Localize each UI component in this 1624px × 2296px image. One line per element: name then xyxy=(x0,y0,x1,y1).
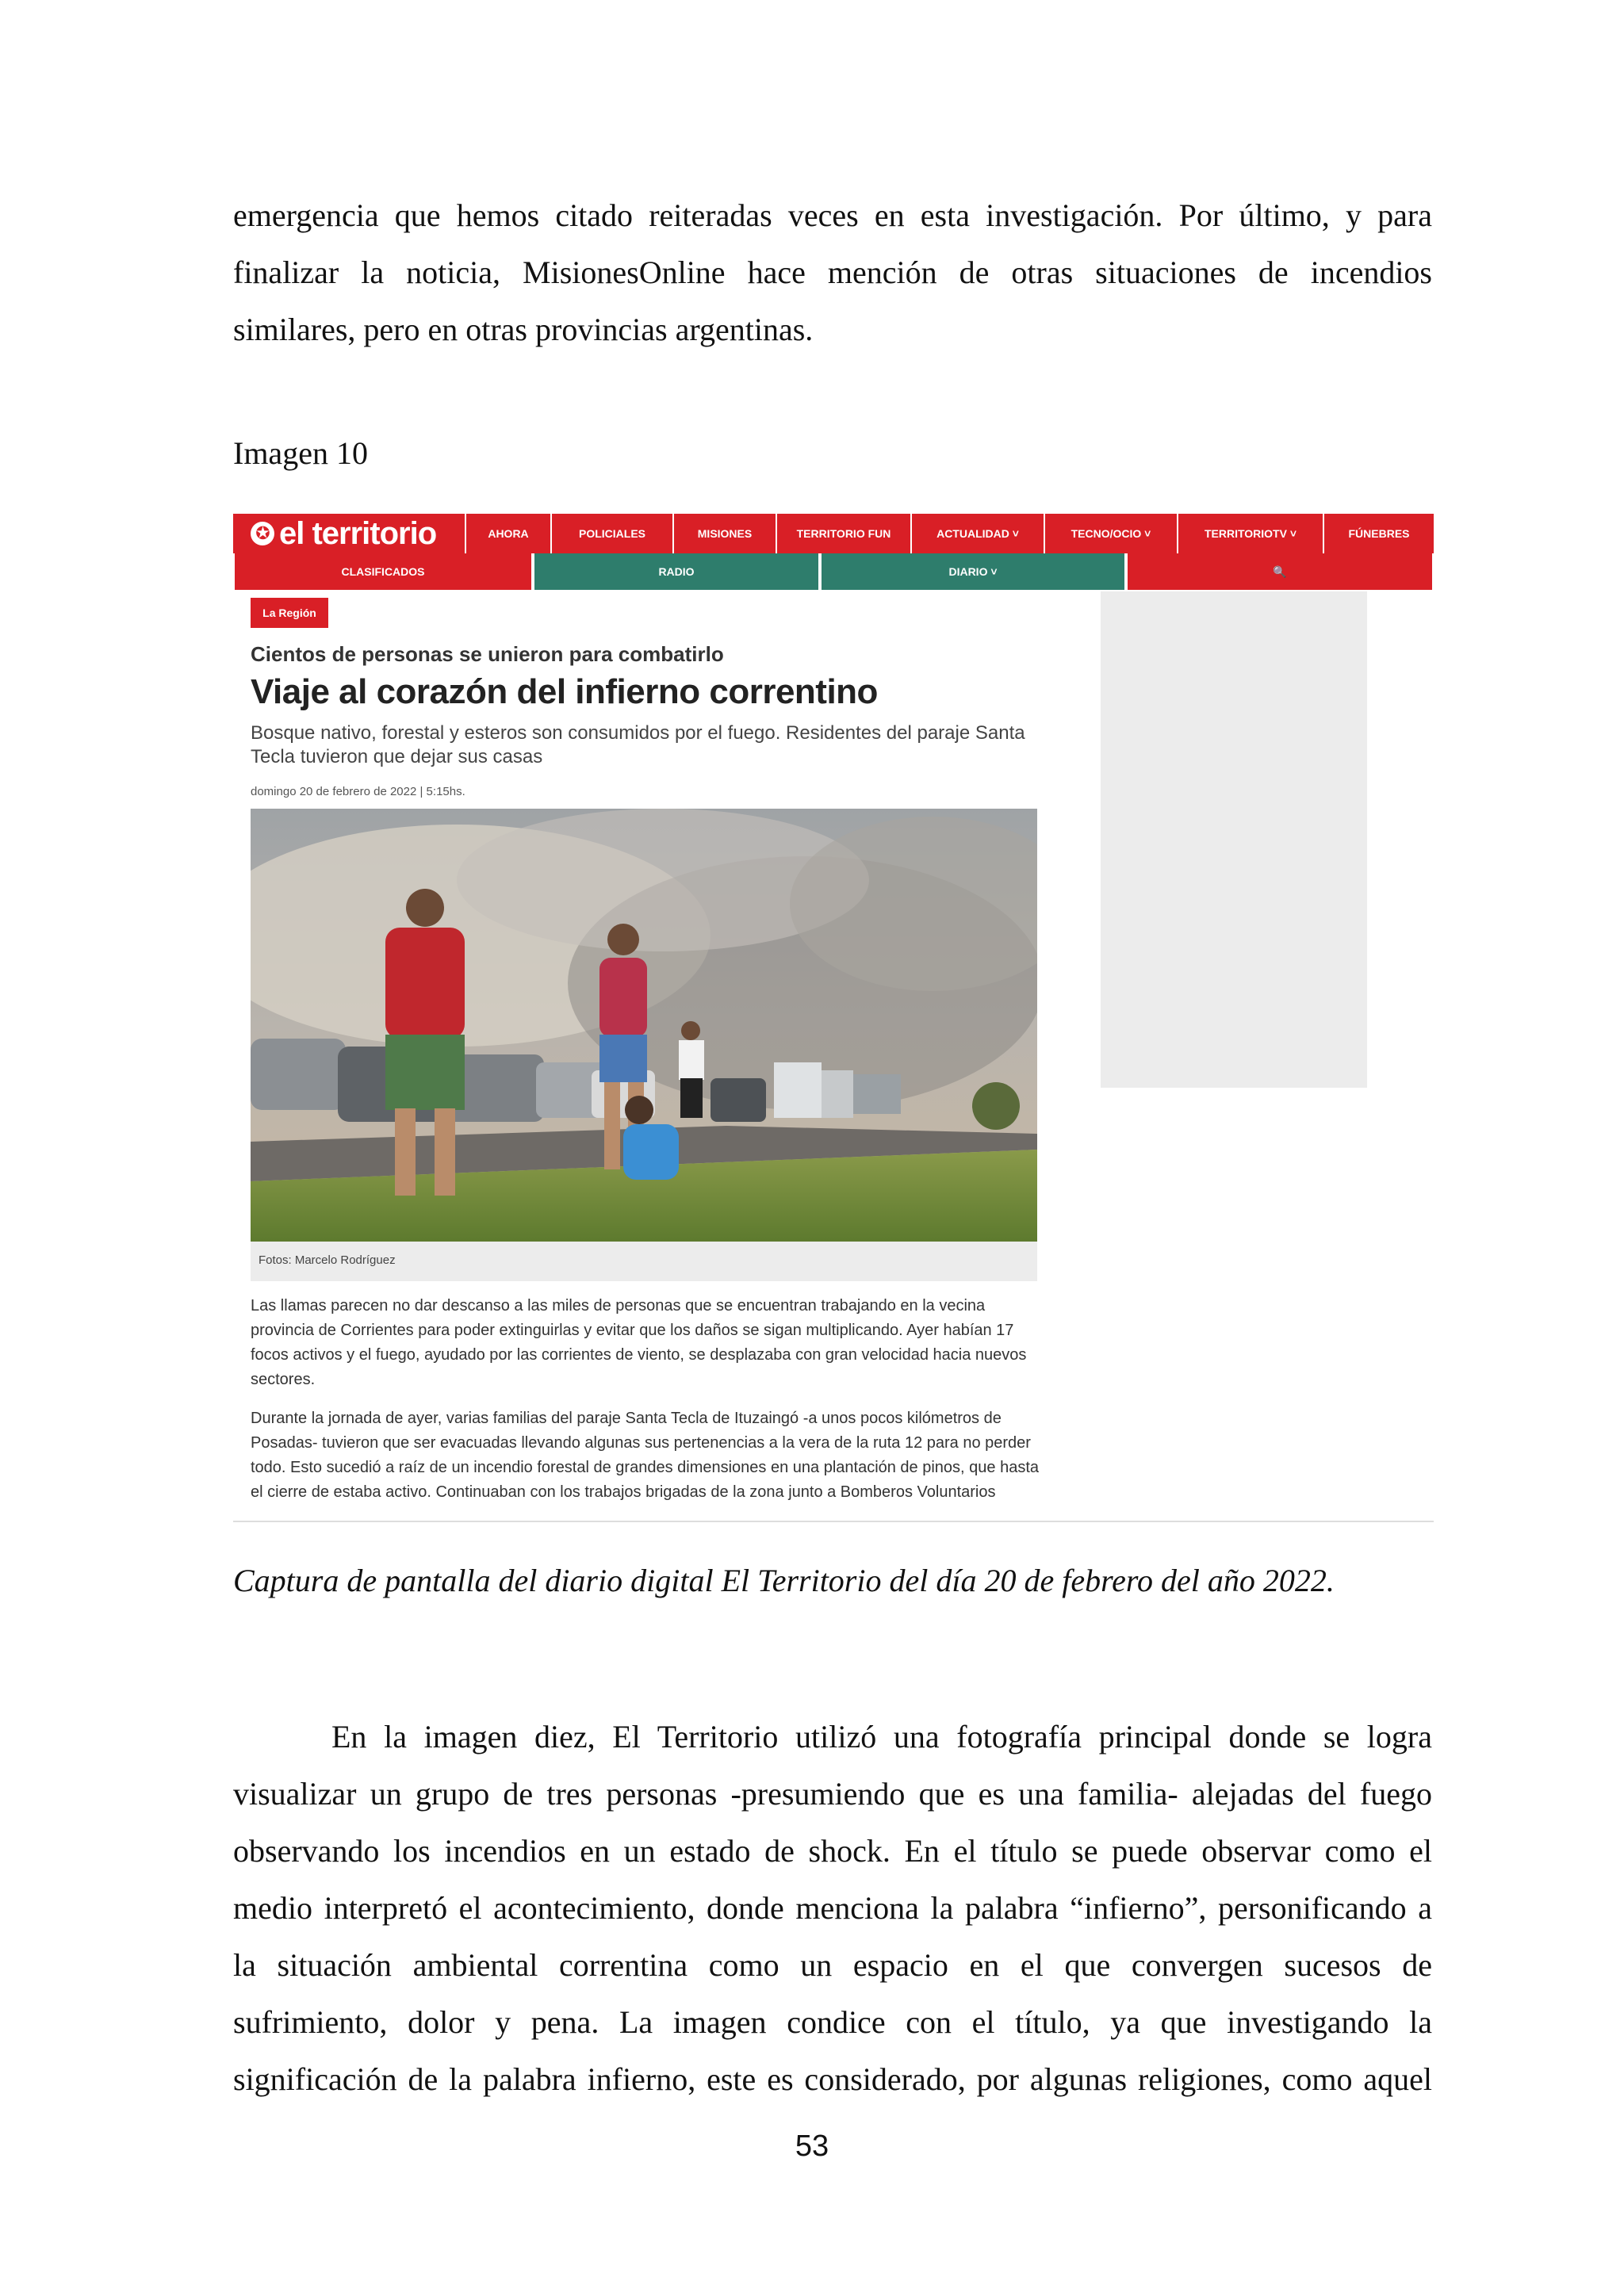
article-kicker: Cientos de personas se unieron para combatirlo xyxy=(251,642,724,666)
page-number: 53 xyxy=(795,2130,829,2163)
article-headline: Viaje al corazón del infierno correntino xyxy=(251,672,878,711)
nav-item-tecno-ocio[interactable]: TECNO/OCIO ˅ xyxy=(1044,514,1177,553)
paragraph-2 xyxy=(233,1709,1432,2108)
article-subhead: Bosque nativo, forestal y esteros son consumidos por el fuego. Residentes del paraje Santa Tecla tuvieron que dejar sus casas xyxy=(251,722,1025,767)
paragraph-1 xyxy=(233,187,1432,358)
paragraph-line: medio interpretó el acontecimiento, donde menciona la palabra “infierno”, personificando a xyxy=(233,1890,1432,1926)
search-icon[interactable]: 🔍 xyxy=(1126,553,1434,591)
site-logo[interactable] xyxy=(233,514,465,553)
paragraph-line: sufrimiento, dolor y pena. La imagen condice con el título, ya que investigando la xyxy=(233,2004,1432,2040)
globe-icon: ✪ xyxy=(251,522,274,545)
ad-placeholder xyxy=(1101,591,1367,1088)
nav-item-ahora[interactable]: AHORA xyxy=(465,514,550,553)
newspaper-screenshot xyxy=(233,514,1434,1522)
figure-caption: Captura de pantalla del diario digital El Territorio del día 20 de febrero del año 2022. xyxy=(233,1563,1335,1598)
paragraph-line: visualizar un grupo de tres personas -presumiendo que es una familia- alejadas del fuego xyxy=(233,1776,1432,1812)
nav-item-clasificados[interactable]: CLASIFICADOS xyxy=(233,553,533,591)
paragraph-line: En la imagen diez, El Territorio utilizó una fotografía principal donde se logra xyxy=(331,1719,1432,1755)
figure-label: Imagen 10 xyxy=(233,435,368,471)
section-tag[interactable]: La Región xyxy=(251,598,328,628)
primary-nav xyxy=(233,514,1434,553)
article-date: domingo 20 de febrero de 2022 | 5:15hs. xyxy=(251,785,465,798)
article-photo xyxy=(251,809,1037,1242)
nav-item-territorio-fun[interactable]: TERRITORIO FUN xyxy=(776,514,910,553)
logo-text: el territorio xyxy=(279,515,437,551)
paragraph-line: finalizar la noticia, MisionesOnline hace mención de otras situaciones de incendios xyxy=(233,254,1432,290)
nav-item-diario[interactable]: DIARIO ˅ xyxy=(820,553,1126,591)
nav-item-misiones[interactable]: MISIONES xyxy=(672,514,776,553)
nav-item-radio[interactable]: RADIO xyxy=(533,553,820,591)
nav-item-policiales[interactable]: POLICIALES xyxy=(550,514,672,553)
secondary-nav xyxy=(233,553,1434,591)
article-body-paragraph: Durante la jornada de ayer, varias familias del paraje Santa Tecla de Ituzaingó -a unos pocos kilómetros de Posadas- tuvieron que ser evacuadas llevando algunas sus pertenencias a la vera de la ruta 12 para no perder todo. Esto sucedió a raíz de un incendio forestal de grandes dimensiones en una plantación de pinos, que hasta el cierre de estaba activo. Continuaban con los trabajos brigadas de la zona junto a Bomberos Voluntarios xyxy=(251,1410,1040,1501)
photo-credit: Fotos: Marcelo Rodríguez xyxy=(259,1253,396,1267)
paragraph-line: la situación ambiental correntina como un espacio en el que convergen sucesos de xyxy=(233,1947,1432,1983)
nav-item-territoriotv[interactable]: TERRITORIOTV ˅ xyxy=(1177,514,1323,553)
article-body-paragraph: Las llamas parecen no dar descanso a las miles de personas que se encuentran trabajando en la vecina provincia de Corrientes para poder extinguirlas y evitar que los daños se sigan multiplicando. Ayer habían 17 focos activos y el fuego, ayudado por las corrientes de viento, se desplazaba con gran velocidad hacia nuevos sectores. xyxy=(251,1297,1027,1388)
nav-item-funebres[interactable]: FÚNEBRES xyxy=(1323,514,1434,553)
paragraph-line: observando los incendios en un estado de shock. En el título se puede observar como el xyxy=(233,1833,1432,1869)
paragraph-line: similares, pero en otras provincias argentinas. xyxy=(233,312,814,347)
fire-scene-illustration xyxy=(251,809,1037,1242)
paragraph-line: emergencia que hemos citado reiteradas veces en esta investigación. Por último, y para xyxy=(233,197,1432,233)
paragraph-line: significación de la palabra infierno, este es considerado, por algunas religiones, como aquel xyxy=(233,2061,1432,2097)
nav-item-actualidad[interactable]: ACTUALIDAD ˅ xyxy=(910,514,1044,553)
